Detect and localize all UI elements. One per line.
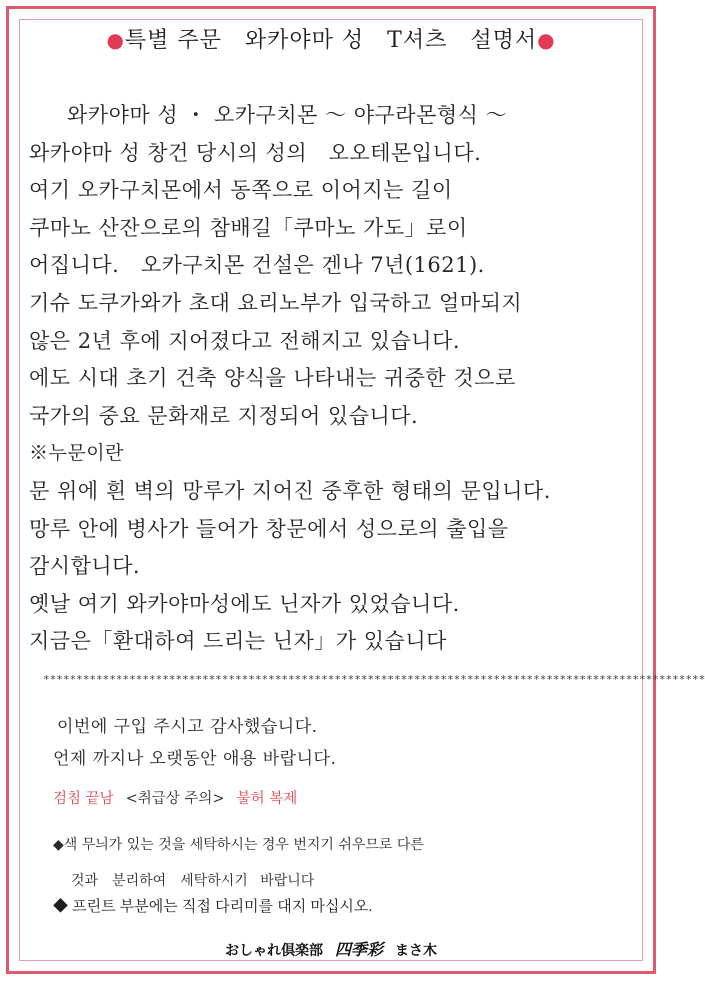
body-line: 어집니다. 오카구치몬 건설은 겐나 7년(1621). [29,253,485,278]
no-copy-label: 불허 복제 [236,791,298,807]
washing-instructions [53,827,633,899]
care-labels [53,787,297,808]
body-line: 않은 2년 후에 지어졌다고 전해지고 있습니다. [29,328,461,353]
title-text: 특별 주문 와카야마 성 T셔츠 설명서 [124,28,538,53]
brand-right: まさ木 [395,943,437,959]
brand-middle: 四季彩 [334,940,383,959]
body-line: 감시합니다. [29,554,141,579]
wash-line-1: ◆색 무늬가 있는 것을 세탁하시는 경우 번지기 쉬우므로 다른 [53,837,424,853]
brand-left: おしゃれ倶楽部 [224,943,323,959]
body-line: 기슈 도쿠가와가 초대 요리노부가 입국하고 얼마되지 [29,290,523,315]
thanks-message [53,711,633,775]
body-line: 옛날 여기 와카야마성에도 닌자가 있었습니다. [29,591,460,616]
bullet-right-icon: ● [537,28,556,52]
description-body [29,97,633,661]
thanks-line-1: 이번에 구입 주시고 감사했습니다. [57,717,318,737]
document-title [9,23,653,54]
body-line: 여기 오카구치몬에서 동쪽으로 이어지는 길이 [29,178,453,203]
brand-footer [9,937,653,960]
body-line: 쿠마노 산잔으로의 참배길「쿠마노 가도」로이 [29,215,468,240]
handling-caution-label: <취급상 주의> [125,791,225,807]
wash-line-2: 것과 분리하여 세탁하시기 바랍니다 [71,873,315,889]
iron-warning: ◆ 프린트 부분에는 직접 다리미를 대지 마십시오. [53,898,373,915]
body-line-note-heading: ※누문이란 [29,442,124,465]
body-line: 망루 안에 병사가 들어가 창문에서 성으로의 출입을 [29,516,509,541]
inspection-done-label: 검침 끝남 [53,791,114,807]
body-line: 국가의 중요 문화재로 지정되어 있습니다. [29,403,419,428]
bullet-left-icon: ● [106,28,125,52]
body-line: 와카야마 성 ・ 오카구치몬 ～ 야구라몬형식 ～ [67,103,508,127]
body-line: 와카야마 성 창건 당시의 성의 오오테몬입니다. [29,140,482,165]
body-line: 지금은「환대하여 드리는 닌자」가 있습니다 [29,629,447,654]
asterisk-divider: **************************************************************************************************** [43,673,705,686]
document-page [6,6,705,974]
body-line: 에도 시대 초기 건축 양식을 나타내는 귀중한 것으로 [29,366,516,391]
body-line: 문 위에 흰 벽의 망루가 지어진 중후한 형태의 문입니다. [29,478,551,503]
thanks-line-2: 언제 까지나 오랫동안 애용 바랍니다. [53,749,337,769]
